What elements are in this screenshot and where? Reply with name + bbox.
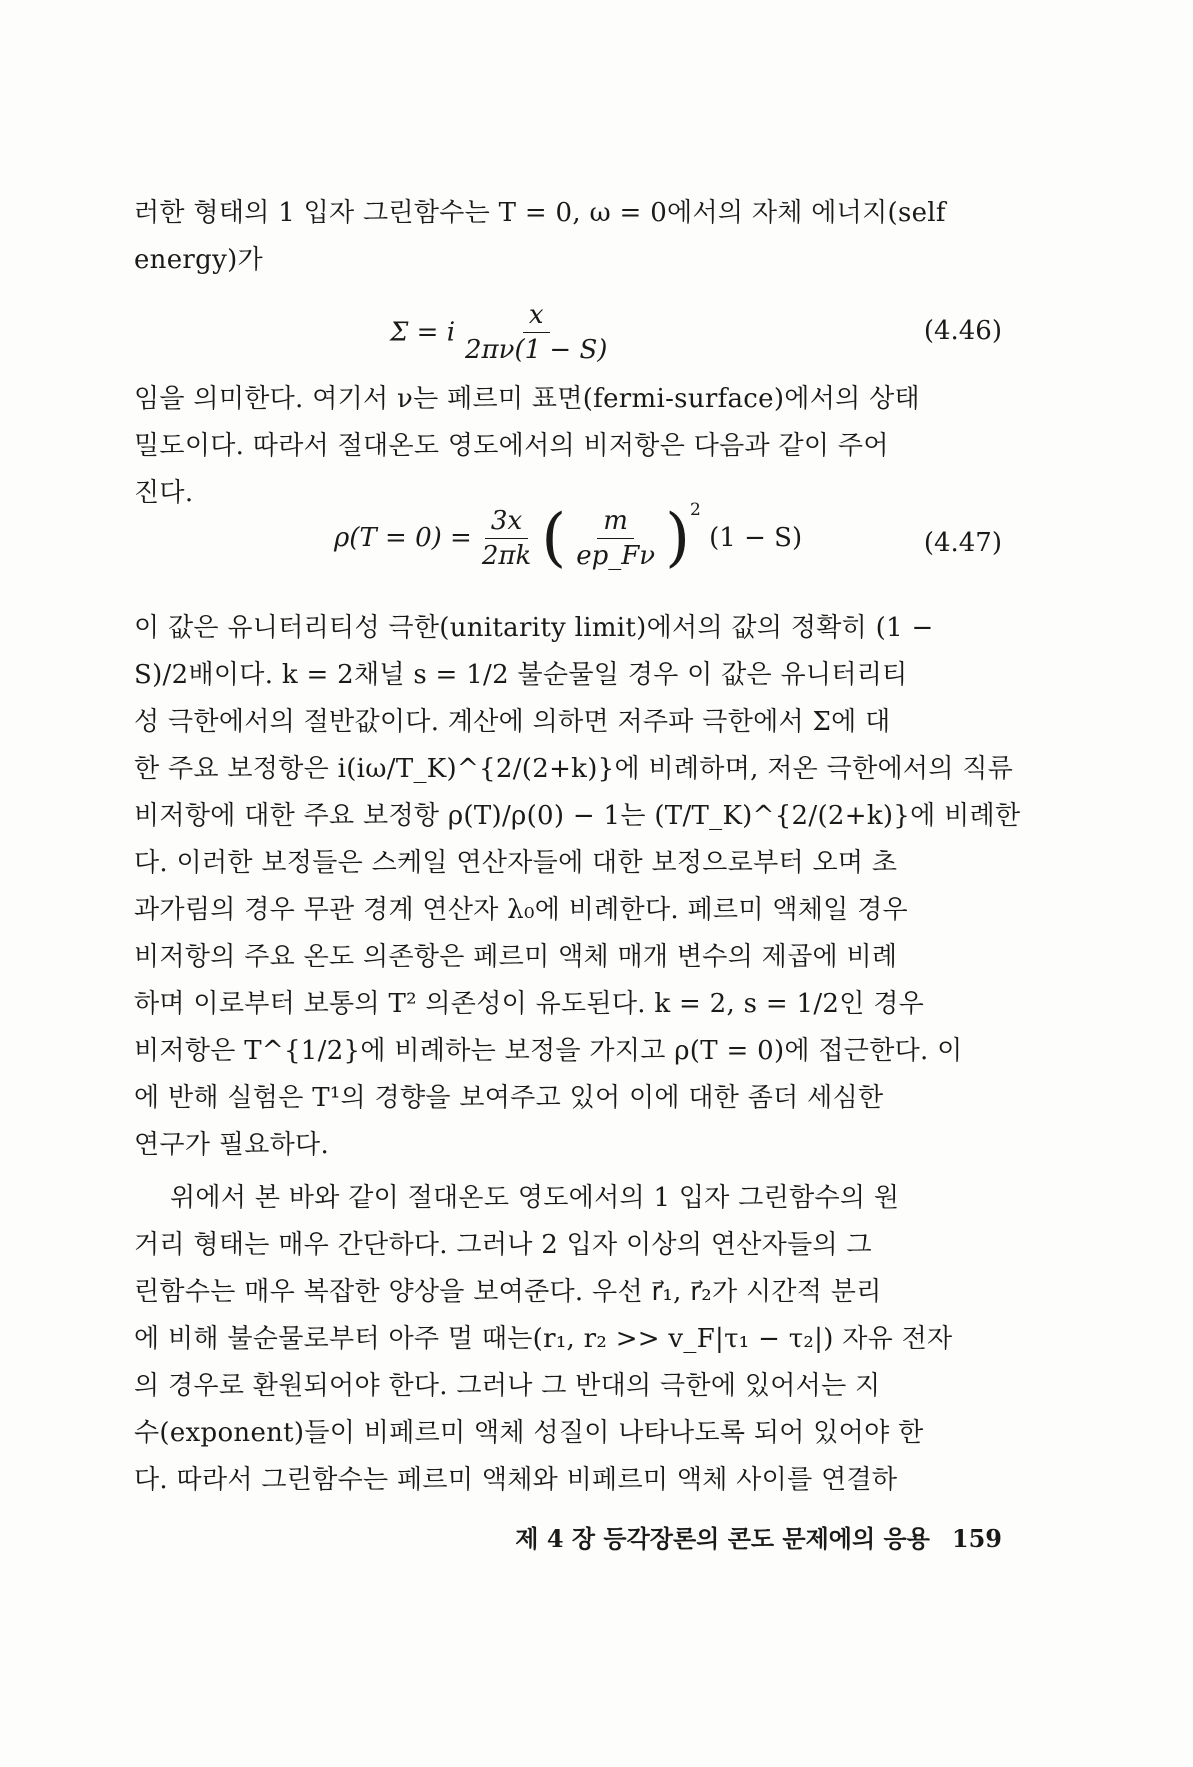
- fraction: [459, 300, 613, 365]
- text-line: 비저항은 T^{1/2}에 비례하는 보정을 가지고 ρ(T = 0)에 접근한다. 이: [134, 1036, 963, 1066]
- fraction-denominator: 2πν(1 − S): [465, 335, 608, 365]
- text-line: 연구가 필요하다.: [134, 1130, 330, 1160]
- equation-body: [334, 500, 803, 575]
- fraction: [570, 506, 661, 571]
- paragraph-4: [134, 1175, 1002, 1504]
- fraction-numerator: x: [523, 300, 550, 333]
- text-line: 수(exponent)들이 비페르미 액체 성질이 나타나도록 되어 있어야 한: [134, 1418, 924, 1448]
- running-title: 제 4 장 등각장론의 콘도 문제에의 응용: [515, 1524, 930, 1553]
- text-line: 성 극한에서의 절반값이다. 계산에 의하면 저주파 극한에서 Σ에 대: [134, 707, 891, 737]
- equation-4-47: [134, 500, 1002, 600]
- equation-tail: (1 − S): [709, 523, 803, 553]
- paragraph-1: [134, 190, 1002, 284]
- paragraph-2: [134, 376, 1002, 517]
- text-line: 에 반해 실험은 T¹의 경향을 보여주고 있어 이에 대한 좀더 세심한: [134, 1083, 884, 1113]
- text-line: 과가림의 경우 무관 경계 연산자 λ₀에 비례한다. 페르미 액체일 경우: [134, 895, 908, 925]
- text-line: 의 경우로 환원되어야 한다. 그러나 그 반대의 극한에 있어서는 지: [134, 1371, 881, 1401]
- text-line: 한 주요 보정항은 i(iω/T_K)^{2/(2+k)}에 비례하며, 저온 극한에서의 직류: [134, 754, 1014, 784]
- fraction-numerator: 3x: [485, 506, 528, 539]
- paragraph-3: [134, 605, 1021, 1169]
- text-line: S)/2배이다. k = 2채널 s = 1/2 불순물일 경우 이 값은 유니터리티: [134, 660, 908, 690]
- text-line: 거리 형태는 매우 간단하다. 그러나 2 입자 이상의 연산자들의 그: [134, 1230, 872, 1260]
- text-line: 러한 형태의 1 입자 그린함수는 T = 0, ω = 0에서의 자체 에너지(self: [134, 198, 946, 228]
- text-line: 에 비해 불순물로부터 아주 멀 때는(r₁, r₂ >> v_F|τ₁ − τ₂|) 자유 전자: [134, 1324, 953, 1354]
- text-line: 이 값은 유니터리티성 극한(unitarity limit)에서의 값의 정확히 (1 −: [134, 613, 934, 643]
- page-number: 159: [951, 1524, 1002, 1553]
- text-line: 비저항의 주요 온도 의존항은 페르미 액체 매개 변수의 제곱에 비례: [134, 942, 898, 972]
- text-line: 하며 이로부터 보통의 T² 의존성이 유도된다. k = 2, s = 1/2인 경우: [134, 989, 925, 1019]
- equation-body: [390, 300, 617, 365]
- fraction-numerator: m: [597, 506, 634, 539]
- right-paren: ): [665, 501, 691, 575]
- text-line: 린함수는 매우 복잡한 양상을 보여준다. 우선 r⃗₁, r⃗₂가 시간적 분리: [134, 1277, 882, 1307]
- text-line: 다. 이러한 보정들은 스케일 연산자들에 대한 보정으로부터 오며 초: [134, 848, 898, 878]
- text-line: 다. 따라서 그린함수는 페르미 액체와 비페르미 액체 사이를 연결하: [134, 1465, 898, 1495]
- fraction-denominator: ep_Fν: [576, 540, 656, 571]
- text-line: 진다.: [134, 478, 194, 508]
- text-line: 비저항에 대한 주요 보정항 ρ(T)/ρ(0) − 1는 (T/T_K)^{2/(2+k)}에 비례한: [134, 801, 1021, 831]
- fraction: [476, 506, 537, 571]
- text-line: 밀도이다. 따라서 절대온도 영도에서의 비저항은 다음과 같이 주어: [134, 431, 889, 461]
- equation-number: (4.46): [923, 316, 1002, 346]
- text-line: 위에서 본 바와 같이 절대온도 영도에서의 1 입자 그린함수의 원: [170, 1183, 900, 1213]
- equation-lhs: ρ(T = 0) =: [334, 523, 472, 553]
- text-line: 임을 의미한다. 여기서 ν는 페르미 표면(fermi-surface)에서의 상태: [134, 384, 920, 414]
- equation-number: (4.47): [923, 528, 1002, 558]
- left-paren: (: [541, 501, 567, 575]
- equation-4-46: [134, 300, 1002, 380]
- equation-lhs: Σ = i: [390, 317, 456, 348]
- text-line: energy)가: [134, 245, 263, 275]
- fraction-denominator: 2πk: [481, 540, 532, 571]
- page-footer: [134, 1519, 1002, 1554]
- exponent: 2: [690, 500, 701, 520]
